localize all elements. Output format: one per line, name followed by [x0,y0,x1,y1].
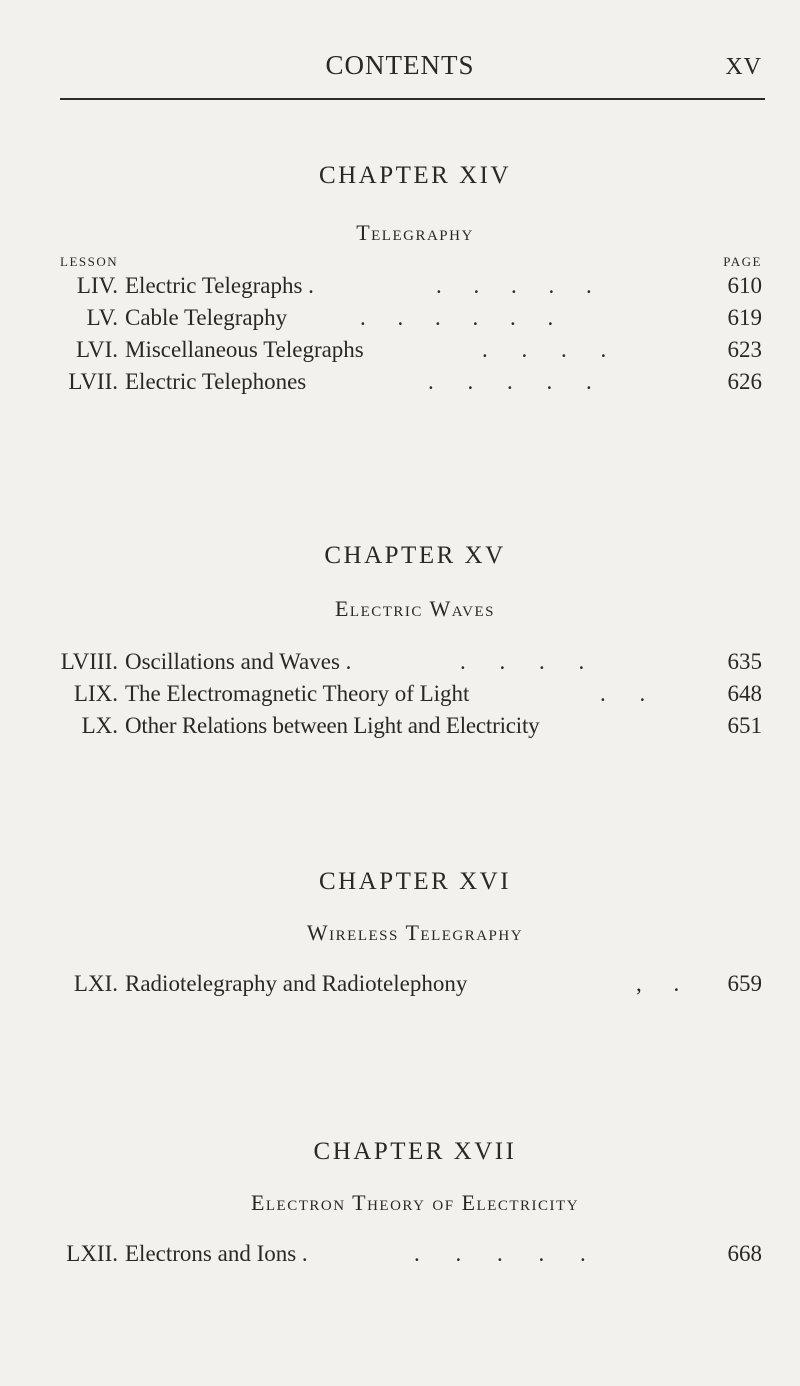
dot-leaders: . . . . . . [360,305,554,330]
running-head [0,50,800,90]
lesson-number: LVII. [68,369,118,394]
lesson-number: LVI. [76,337,118,362]
page-ref: 610 [727,273,762,298]
lesson-column-heading: LESSON [60,254,119,269]
chapter-heading: CHAPTER XVII [313,1138,517,1165]
page-ref: 659 [727,971,762,996]
chapter-heading: CHAPTER XV [324,542,506,569]
page-ref: 623 [727,337,762,362]
lesson-title: Electric Telephones [125,369,307,394]
toc-entry [0,366,800,398]
toc-entry [0,710,800,742]
lesson-number: LIV. [76,273,118,298]
page-ref: 635 [727,649,762,674]
toc-entry [0,646,800,678]
chapter-xv [0,540,800,742]
dot-leaders: . . . . . [414,1241,586,1266]
chapter-xiv [0,160,800,398]
lesson-title: Radiotelegraphy and Radiotelephony [125,971,468,996]
chapter-heading: CHAPTER XVI [318,868,512,895]
lesson-number: LV. [86,305,118,330]
toc-entry [0,968,800,1000]
lesson-title: Oscillations and Waves . [125,649,352,674]
lesson-title: Electric Telegraphs . [125,273,314,298]
dot-leaders: . . . . . [428,369,592,394]
page-ref: 668 [727,1241,762,1266]
dot-leaders: . . [600,681,646,706]
lesson-title: Electrons and Ions . [125,1241,308,1266]
lesson-title: Cable Telegraphy [125,305,288,330]
chapter-subject: Electric Waves [334,596,496,621]
chapter-xvii [0,1136,800,1270]
chapter-subject: Electron Theory of Electricity [250,1190,580,1215]
chapter-xvi [0,866,800,1000]
toc-entry [0,302,800,334]
chapter-subject: Telegraphy [356,220,474,245]
page-column-heading: PAGE [723,254,762,269]
page-ref: 626 [727,369,762,394]
dot-leaders: . . . . [460,649,585,674]
header-rule [60,98,765,100]
lesson-number: LXI. [73,971,118,996]
lesson-number: LIX. [73,681,118,706]
column-headings [0,250,800,270]
dot-leaders: . . . . [482,337,607,362]
lesson-number: LXII. [66,1241,118,1266]
lesson-title: The Electromagnetic Theory of Light [125,681,470,706]
toc-entry [0,678,800,710]
chapter-subject: Wireless Telegraphy [306,920,524,945]
page-ref: 619 [727,305,762,330]
page-ref: 648 [727,681,762,706]
lesson-number: LX. [81,713,118,738]
dot-leaders: . . . . . [436,273,592,298]
page-number: XV [725,54,762,80]
lesson-number: LVIII. [60,649,118,674]
toc-entry [0,270,800,302]
dot-leaders: , . [636,971,680,996]
toc-entry [0,1238,800,1270]
page-ref: 651 [727,713,762,738]
chapter-heading: CHAPTER XIV [318,162,512,189]
lesson-title: Miscellaneous Telegraphs [125,337,364,362]
toc-entry [0,334,800,366]
running-title: CONTENTS [325,50,475,80]
lesson-title: Other Relations between Light and Electricity [125,713,540,738]
